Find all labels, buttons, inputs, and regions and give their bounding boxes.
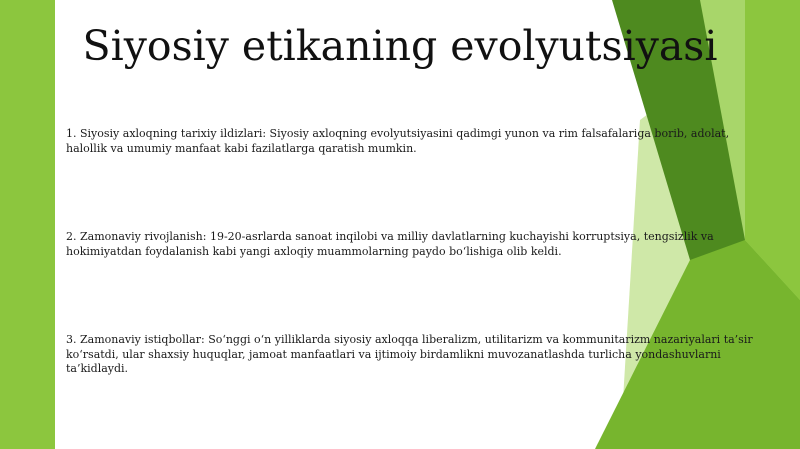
paragraph-modern-development: 2. Zamonaviy rivojlanish: 19-20-asrlarda sanoat inqilobi va milliy davlatlarning kuchayishi korruptsiya, tengsizlik va hokimiyatdan foydalanish kabi yangi axloqiy muammolarning paydo bo‘lishiga olib keldi.	[66, 230, 714, 258]
paragraph-historical-roots: 1. Siyosiy axloqning tarixiy ildizlari: Siyosiy axloqning evolyutsiyasini qadimgi yunon va rim falsafalariga borib, adolat, halollik va umumiy manfaat kabi fazilatlarga qaratish mumkin.	[66, 127, 730, 155]
slide-title: Siyosiy etikaning evolyutsiyasi	[82, 22, 718, 70]
paragraph-contemporary-perspectives: 3. Zamonaviy istiqbollar: So‘nggi o‘n yilliklarda siyosiy axloqqa liberalizm, utilitarizm va kommunitarizm nazariyalari ta’sir ko‘rsatdi, ular shaxsiy huquqlar, jamoat manfaatlari va ijtimoiy birdamlikni muvozanatlashda turlicha yondashuvlarni ta’kidlaydi.	[66, 333, 753, 376]
